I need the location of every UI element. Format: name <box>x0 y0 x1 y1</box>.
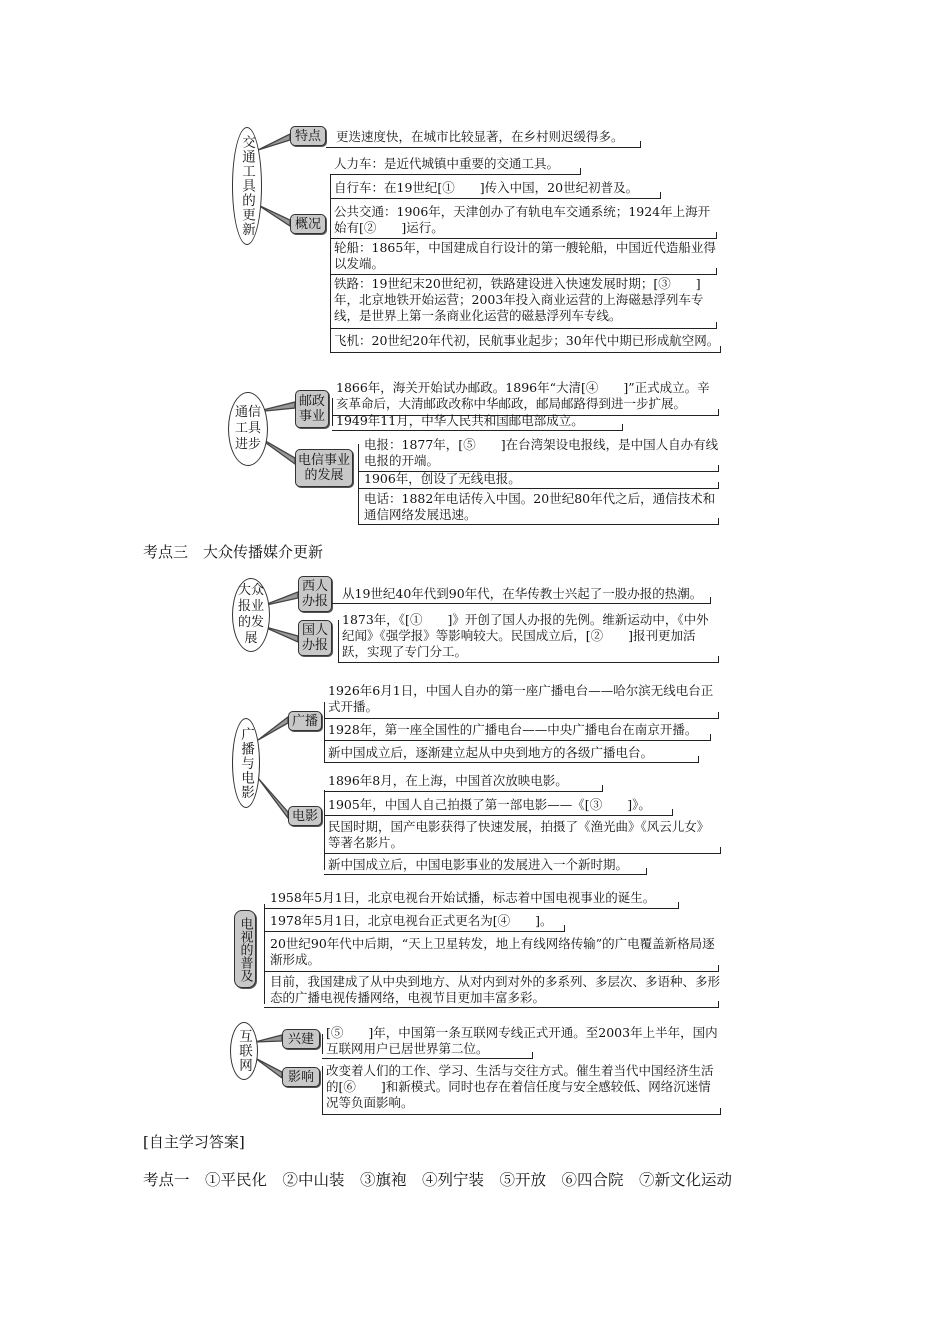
tag-impact: 影响 <box>282 1067 320 1087</box>
item-underline <box>330 232 717 239</box>
film-bracket <box>324 790 325 870</box>
topic-internet: 互联网 <box>230 1022 258 1080</box>
item-underline <box>322 1052 533 1059</box>
overview-item: 公共交通：1906年，天津创办了有轨电车交通系统；1924年上海开始有[② ]运行。 <box>334 204 711 235</box>
telecom-item: 电报：1877年，[⑤ ]在台湾架设电报线，是中国人自办有线电报的开端。 <box>364 437 719 468</box>
item-underline <box>324 847 721 854</box>
tag-film: 电影 <box>288 806 322 826</box>
overview-item: 飞机：20世纪20年代初，民航事业起步；30年代中期已形成航空网。 <box>334 333 720 348</box>
item-underline <box>358 518 719 525</box>
tag-chinese-press <box>298 620 332 656</box>
topic-transport-update: 交通工具的更新 <box>232 127 262 245</box>
topic-press <box>232 578 270 652</box>
item-underline <box>324 734 711 741</box>
item-underline <box>324 785 603 792</box>
item-underline <box>324 756 699 763</box>
tag-build: 兴建 <box>282 1029 320 1049</box>
answers-line: 考点一 ①平民化 ②中山装 ③旗袍 ④列宁装 ⑤开放 ⑥四合院 ⑦新文化运动 <box>143 1171 733 1189</box>
topic-communication-label: 通信工具进步 <box>234 405 261 452</box>
item-underline <box>264 1001 719 1008</box>
impact-bracket <box>322 1066 323 1114</box>
item-underline <box>358 482 719 489</box>
topic-communication <box>228 392 268 466</box>
item-underline <box>324 712 719 719</box>
tv-item: 1958年5月1日，北京电视台开始试播，标志着中国电视事业的诞生。 <box>270 890 656 905</box>
telecom-item: 1906年，创设了无线电报。 <box>364 471 521 486</box>
item-underline <box>330 192 661 199</box>
tag-telecom <box>295 449 353 487</box>
western-press-text: 从19世纪40年代到90年代，在华传教士兴起了一股办报的热潮。 <box>342 586 703 601</box>
answers-title: [自主学习答案] <box>143 1133 245 1151</box>
tag-features: 特点 <box>290 126 326 146</box>
tag-western-label: 西人办报 <box>301 579 328 609</box>
tv-bracket <box>264 904 265 1004</box>
item-underline <box>330 268 717 275</box>
topic-press-label: 大众报业的发展 <box>237 583 264 646</box>
topic-tv <box>234 910 256 988</box>
radio-item: 新中国成立后，逐渐建立起从中央到地方的各级广播电台。 <box>328 745 654 760</box>
postal-item: 1949年11月，中华人民共和国邮电部成立。 <box>336 413 584 428</box>
item-underline <box>330 346 721 353</box>
film-item: 民国时期，国产电影获得了快速发展，拍摄了《渔光曲》《风云儿女》等著名影片。 <box>328 819 710 850</box>
chinese-press-text: 1873年，《[① ]》开创了国人办报的先例。维新运动中，《中外纪闻》《强学报》等影响较大。民国成立后，[② ]报刊更加活跃，实现了专门分工。 <box>342 612 709 659</box>
overview-item: 轮船：1865年，中国建成自行设计的第一艘轮船，中国近代造船业得以发端。 <box>334 240 716 271</box>
topic-radio-film: 广播与电影 <box>232 718 260 808</box>
item-underline <box>332 597 711 604</box>
overview-item: 人力车：是近代城镇中重要的交通工具。 <box>334 156 560 171</box>
features-text: 更迭速度快，在城市比较显著，在乡村则迟缓得多。 <box>336 129 624 144</box>
overview-item: 自行车：在19世纪[① ]传入中国，20世纪初普及。 <box>334 180 639 195</box>
build-bracket <box>322 1034 323 1054</box>
telecom-item: 电话：1882年电话传入中国。20世纪80年代之后，通信技术和通信网络发展迅速。 <box>364 491 716 522</box>
film-item: 1905年，中国人自己拍摄了第一部电影——《[③ ]》。 <box>328 797 651 812</box>
item-underline <box>264 902 679 909</box>
tag-postal-label: 邮政事业 <box>298 394 325 424</box>
topic-tv-label: 电视的普及 <box>237 916 253 982</box>
radio-item: 1928年，第一座全国性的广播电台——中央广播电台在南京开播。 <box>328 722 698 737</box>
impact-text: 改变着人们的工作、学习、生活与交往方式。催生着当代中国经济生活的[⑥ ]和新模式。同时也存在着信任度与安全感较低、网络沉迷情况等负面影响。 <box>326 1063 714 1110</box>
item-underline <box>330 168 581 175</box>
radio-bracket <box>324 702 325 762</box>
item-underline <box>330 322 717 329</box>
radio-item: 1926年6月1日，中国人自办的第一座广播电台——哈尔滨无线电台正式开播。 <box>328 683 714 714</box>
tag-chinese-label: 国人办报 <box>301 623 328 653</box>
item-underline <box>264 925 565 932</box>
tag-overview: 概况 <box>290 214 326 234</box>
film-item: 1896年8月，在上海，中国首次放映电影。 <box>328 773 568 788</box>
item-underline <box>264 965 719 972</box>
tv-item: 目前，我国建成了从中央到地方、从对内到对外的多系列、多层次、多语种、多形态的广播电视传播网络，电视节目更加丰富多彩。 <box>270 974 721 1005</box>
item-underline <box>324 868 647 875</box>
tag-radio: 广播 <box>288 711 322 731</box>
postal-item: 1866年，海关开始试办邮政。1896年“大清[④ ]”正式成立。辛亥革命后，大清邮政改称中华邮政，邮局邮路得到进一步扩展。 <box>336 380 710 411</box>
tag-postal <box>295 390 329 428</box>
tv-item: 20世纪90年代中后期，“天上卫星转发，地上有线网络传输”的广电覆盖新格局逐渐形成。 <box>270 936 715 967</box>
tv-item: 1978年5月1日，北京电视台正式更名为[④ ]。 <box>270 913 553 928</box>
item-underline <box>324 809 673 816</box>
features-underline <box>326 141 641 148</box>
item-underline <box>332 424 623 431</box>
overview-item: 铁路：19世纪末20世纪初，铁路建设进入快速发展时期；[③ ]年，北京地铁开始运营；2003年投入商业运营的上海磁悬浮列车专线，是世界上第一条商业化运营的磁悬浮列车专线。 <box>334 276 704 323</box>
film-item: 新中国成立后，中国电影事业的发展进入一个新时期。 <box>328 857 629 872</box>
tag-telecom-label: 电信事业的发展 <box>298 453 351 483</box>
item-underline <box>338 656 719 663</box>
item-underline <box>322 1108 721 1115</box>
build-text: [⑤ ]年，中国第一条互联网专线正式开通。至2003年上半年，国内互联网用户已居世界第二位。 <box>326 1025 718 1056</box>
section-heading: 考点三 大众传播媒介更新 <box>143 543 324 561</box>
tag-western-press <box>298 576 332 612</box>
